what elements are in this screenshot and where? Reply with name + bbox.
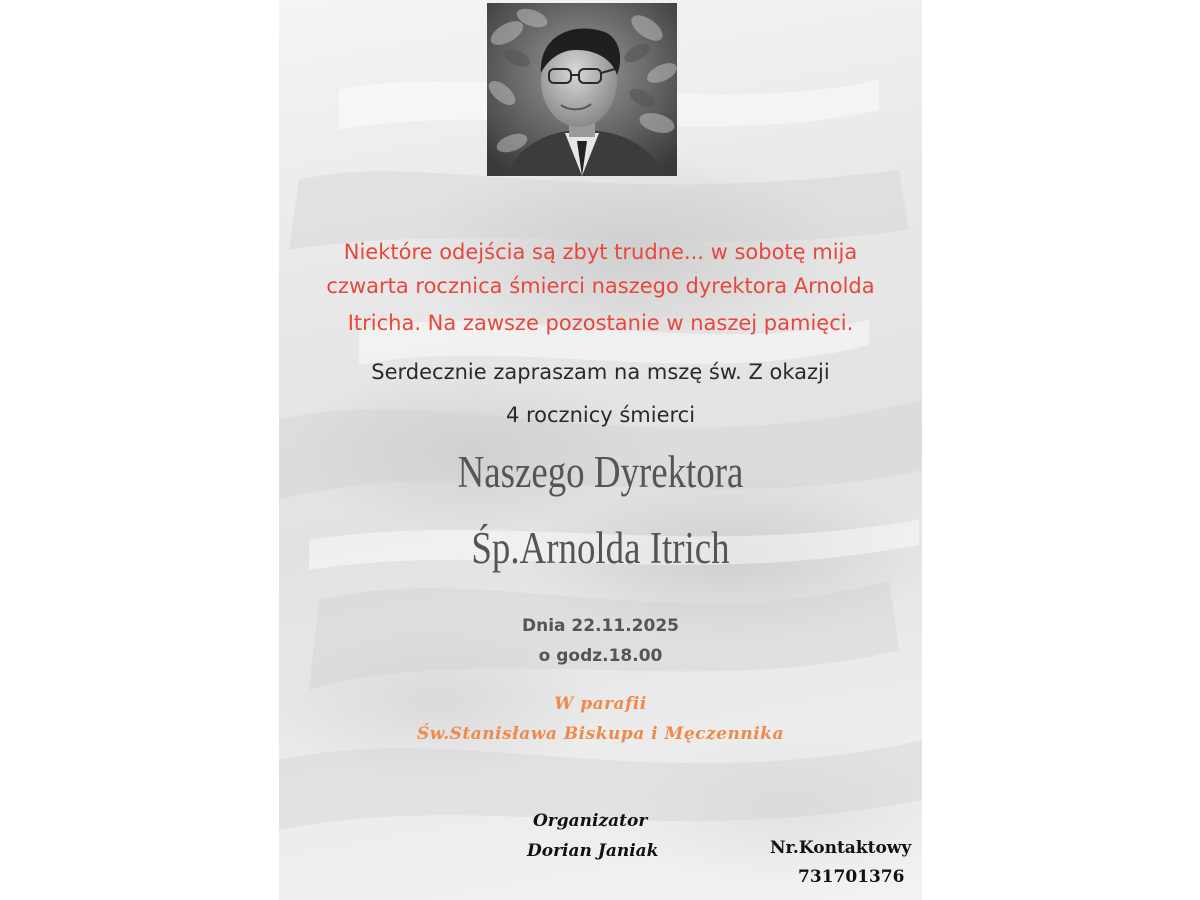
contact-number: 731701376 <box>798 867 905 887</box>
intro-line-3: Itricha. Na zawsze pozostanie w naszej pamięci. <box>347 311 854 335</box>
invite-line-1: Serdecznie zapraszam na mszę św. Z okazji <box>371 360 830 384</box>
organizer-name: Dorian Janiak <box>527 841 659 861</box>
intro-line-2: czwarta rocznica śmierci naszego dyrektora Arnolda <box>326 274 875 298</box>
parish-line-1: W parafii <box>554 694 647 714</box>
memorial-poster <box>279 0 922 900</box>
portrait-photo <box>487 3 677 176</box>
organizer-label: Organizator <box>533 811 648 831</box>
invite-line-2: 4 rocznicy śmierci <box>505 403 696 427</box>
title-line-2: Śp.Arnolda Itrich <box>471 523 730 573</box>
contact-label: Nr.Kontaktowy <box>770 838 912 858</box>
title-line-1: Naszego Dyrektora <box>457 447 744 497</box>
date-text: Dnia 22.11.2025 <box>522 616 679 636</box>
time-text: o godz.18.00 <box>538 646 663 666</box>
intro-line-1: Niektóre odejścia są zbyt trudne... w sobotę mija <box>343 240 858 264</box>
parish-line-2: Św.Stanisława Biskupa i Męczennika <box>417 724 784 744</box>
